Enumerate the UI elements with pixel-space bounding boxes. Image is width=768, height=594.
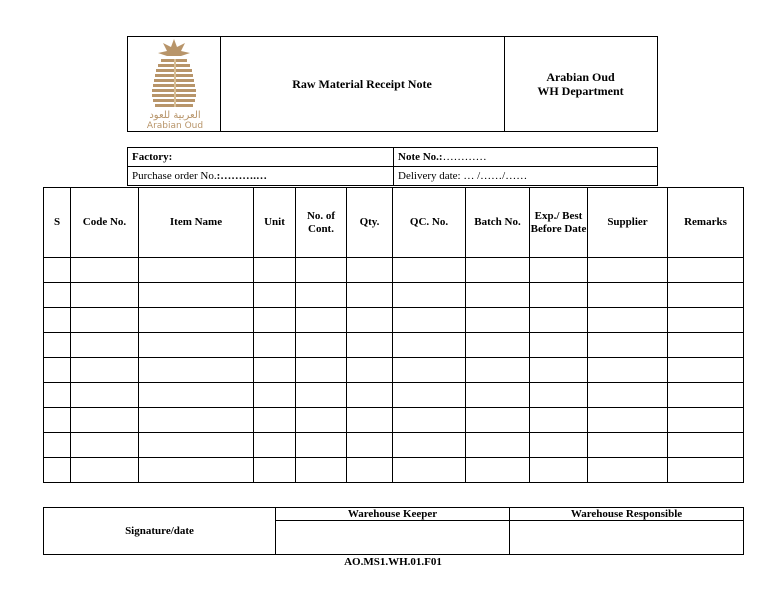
warehouse-responsible-label: Warehouse Responsible	[510, 508, 744, 521]
table-cell[interactable]	[296, 358, 347, 383]
table-cell[interactable]	[254, 433, 296, 458]
logo-latin-text: Arabian Oud	[146, 121, 204, 131]
arabian-oud-logo	[128, 37, 220, 131]
table-cell[interactable]	[139, 458, 254, 483]
table-row	[44, 383, 744, 408]
table-cell[interactable]	[71, 458, 139, 483]
table-cell[interactable]	[139, 408, 254, 433]
table-cell[interactable]	[254, 408, 296, 433]
info-box	[127, 147, 658, 186]
table-cell[interactable]	[588, 383, 668, 408]
column-header: Qty.	[347, 188, 393, 258]
form-code: AO.MS1.WH.01.F01	[344, 556, 442, 568]
logo-cell	[128, 37, 221, 131]
form-header	[127, 36, 658, 132]
table-cell[interactable]	[393, 383, 466, 408]
table-cell[interactable]	[466, 408, 530, 433]
table-cell[interactable]	[393, 333, 466, 358]
table-cell[interactable]	[466, 358, 530, 383]
column-header: Item Name	[139, 188, 254, 258]
note-number-label: Note No.:	[398, 151, 443, 163]
column-header: QC. No.	[393, 188, 466, 258]
table-cell[interactable]	[530, 308, 588, 333]
table-cell[interactable]	[139, 308, 254, 333]
table-cell[interactable]	[44, 458, 71, 483]
note-number-value: …………	[442, 151, 487, 163]
table-cell[interactable]	[347, 258, 393, 283]
table-cell[interactable]	[393, 308, 466, 333]
table-cell[interactable]	[466, 308, 530, 333]
table-cell[interactable]	[466, 383, 530, 408]
table-row	[44, 308, 744, 333]
table-cell[interactable]	[71, 283, 139, 308]
table-cell[interactable]	[588, 333, 668, 358]
items-table	[43, 187, 744, 483]
table-cell[interactable]	[393, 283, 466, 308]
note-number-field[interactable]	[398, 151, 487, 163]
table-cell[interactable]	[254, 358, 296, 383]
table-cell[interactable]	[588, 308, 668, 333]
table-cell[interactable]	[347, 433, 393, 458]
table-cell[interactable]	[254, 283, 296, 308]
table-cell[interactable]	[393, 458, 466, 483]
warehouse-responsible-signature-cell[interactable]	[510, 521, 744, 555]
table-cell[interactable]	[530, 383, 588, 408]
table-cell[interactable]	[466, 283, 530, 308]
purchase-order-value: ……….…	[220, 170, 268, 182]
table-row	[44, 408, 744, 433]
column-header: Supplier	[588, 188, 668, 258]
table-cell[interactable]	[588, 433, 668, 458]
table-cell[interactable]	[530, 408, 588, 433]
table-cell[interactable]	[530, 283, 588, 308]
table-row	[44, 258, 744, 283]
table-cell[interactable]	[296, 458, 347, 483]
table-cell[interactable]	[466, 433, 530, 458]
signature-table	[43, 507, 744, 555]
table-cell[interactable]	[71, 333, 139, 358]
table-cell[interactable]	[588, 458, 668, 483]
warehouse-keeper-label: Warehouse Keeper	[276, 508, 510, 521]
column-header: Unit	[254, 188, 296, 258]
info-divider-v	[393, 148, 394, 185]
table-cell[interactable]	[44, 333, 71, 358]
table-cell[interactable]	[71, 383, 139, 408]
table-cell[interactable]	[71, 433, 139, 458]
column-header: Remarks	[668, 188, 744, 258]
table-cell[interactable]	[588, 358, 668, 383]
table-cell[interactable]	[668, 358, 744, 383]
table-cell[interactable]	[296, 258, 347, 283]
table-cell[interactable]	[296, 333, 347, 358]
table-cell[interactable]	[139, 258, 254, 283]
table-cell[interactable]	[254, 333, 296, 358]
signature-date-label: Signature/date	[44, 508, 276, 555]
table-cell[interactable]	[668, 258, 744, 283]
table-cell[interactable]	[139, 433, 254, 458]
table-cell[interactable]	[466, 258, 530, 283]
table-cell[interactable]	[588, 408, 668, 433]
table-row	[44, 283, 744, 308]
table-cell[interactable]	[71, 358, 139, 383]
table-cell[interactable]	[668, 383, 744, 408]
company-name: Arabian Oud	[546, 70, 615, 84]
table-cell[interactable]	[668, 433, 744, 458]
table-row	[44, 458, 744, 483]
table-row	[44, 433, 744, 458]
table-cell[interactable]	[44, 283, 71, 308]
logo-arabic-text: العربية للعود	[149, 110, 201, 121]
department-name: WH Department	[537, 84, 624, 98]
table-cell[interactable]	[530, 333, 588, 358]
table-cell[interactable]	[44, 258, 71, 283]
column-header: S	[44, 188, 71, 258]
table-cell[interactable]	[139, 358, 254, 383]
table-cell[interactable]	[296, 433, 347, 458]
factory-label: Factory:	[132, 151, 173, 163]
table-cell[interactable]	[44, 358, 71, 383]
table-cell[interactable]	[254, 383, 296, 408]
column-header: No. of Cont.	[296, 188, 347, 258]
column-header: Batch No.	[466, 188, 530, 258]
table-cell[interactable]	[347, 308, 393, 333]
table-cell[interactable]	[44, 383, 71, 408]
table-cell[interactable]	[668, 283, 744, 308]
table-cell[interactable]	[466, 458, 530, 483]
table-cell[interactable]	[44, 308, 71, 333]
table-cell[interactable]	[44, 433, 71, 458]
table-cell[interactable]	[296, 283, 347, 308]
table-row	[44, 333, 744, 358]
table-cell[interactable]	[347, 383, 393, 408]
table-cell[interactable]	[393, 358, 466, 383]
table-cell[interactable]	[393, 258, 466, 283]
table-cell[interactable]	[668, 408, 744, 433]
table-cell[interactable]	[393, 408, 466, 433]
delivery-date-field[interactable]: Delivery date: … /……/……	[398, 170, 528, 182]
table-cell[interactable]	[71, 308, 139, 333]
table-cell[interactable]	[139, 283, 254, 308]
table-cell[interactable]	[347, 358, 393, 383]
table-cell[interactable]	[254, 258, 296, 283]
purchase-order-label: Purchase order No.	[132, 170, 217, 182]
table-cell[interactable]	[347, 283, 393, 308]
table-cell[interactable]	[530, 458, 588, 483]
table-cell[interactable]	[588, 283, 668, 308]
table-cell[interactable]	[347, 458, 393, 483]
table-cell[interactable]	[347, 408, 393, 433]
table-body	[44, 258, 744, 483]
table-cell[interactable]	[254, 458, 296, 483]
form-title: Raw Material Receipt Note	[220, 37, 505, 131]
table-cell[interactable]	[668, 308, 744, 333]
table-cell[interactable]	[466, 333, 530, 358]
table-cell[interactable]	[71, 258, 139, 283]
table-cell[interactable]	[530, 258, 588, 283]
table-cell[interactable]	[668, 333, 744, 358]
table-cell[interactable]	[296, 408, 347, 433]
table-row	[44, 358, 744, 383]
table-cell[interactable]	[296, 308, 347, 333]
column-header: Exp./ Best Before Date	[530, 188, 588, 258]
table-cell[interactable]	[296, 383, 347, 408]
table-cell[interactable]	[254, 308, 296, 333]
table-cell[interactable]	[668, 458, 744, 483]
column-header: Code No.	[71, 188, 139, 258]
purchase-order-colon: :	[216, 170, 221, 182]
table-cell[interactable]	[139, 333, 254, 358]
table-cell[interactable]	[530, 433, 588, 458]
table-cell[interactable]	[530, 358, 588, 383]
table-cell[interactable]	[71, 408, 139, 433]
table-cell[interactable]	[347, 333, 393, 358]
table-cell[interactable]	[44, 408, 71, 433]
purchase-order-field[interactable]	[132, 170, 267, 182]
table-cell[interactable]	[139, 383, 254, 408]
table-cell[interactable]	[393, 433, 466, 458]
department-cell	[504, 37, 657, 131]
table-cell[interactable]	[588, 258, 668, 283]
table-header-row	[44, 188, 744, 258]
warehouse-keeper-signature-cell[interactable]	[276, 521, 510, 555]
